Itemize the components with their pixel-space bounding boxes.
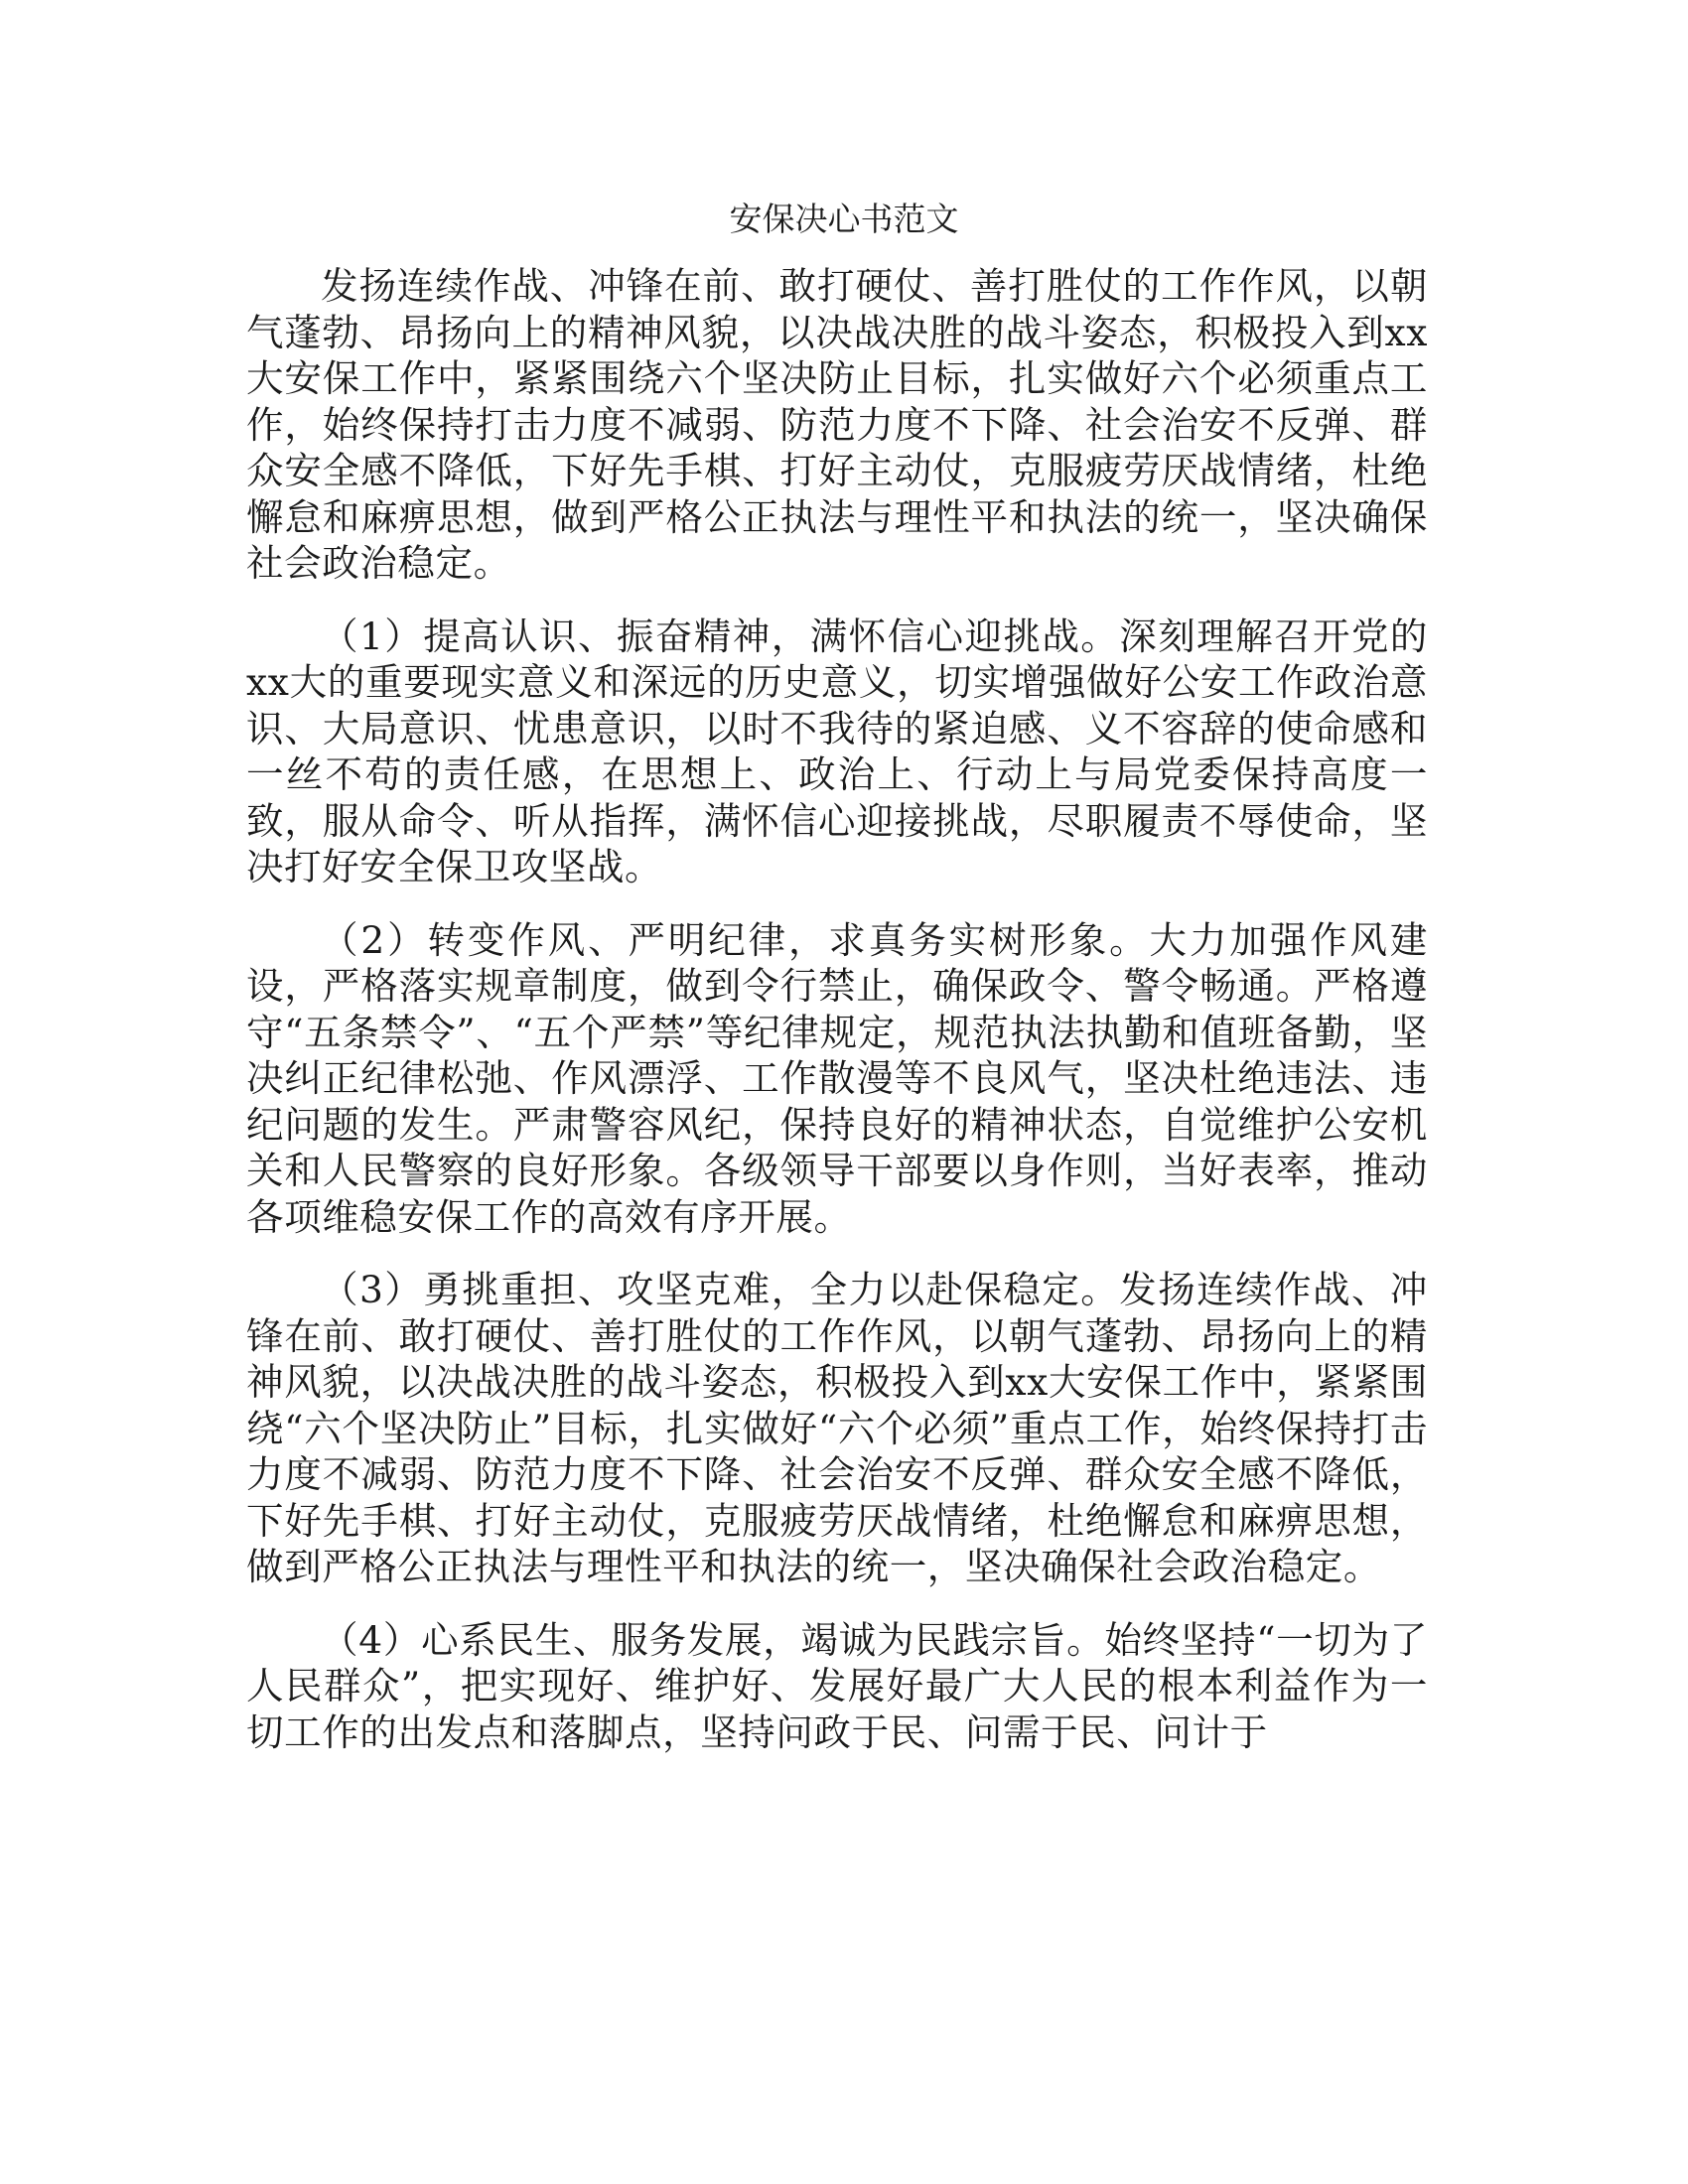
paragraph-3: （3）勇挑重担、攻坚克难，全力以赴保稳定。发扬连续作战、冲锋在前、敢打硬仗、善打胜仗的工作作风，以朝气蓬勃、昂扬向上的精神风貌，以决战决胜的战斗姿态，积极投入到xx大安保工作中，紧紧围绕“六个坚决防止”目标，扎实做好“六个必须”重点工作，始终保持打击力度不减弱、防范力度不下降、社会治安不反弹、群众安全感不降低，下好先手棋、打好主动仗，克服疲劳厌战情绪，杜绝懈怠和麻痹思想，做到严格公正执法与理性平和执法的统一，坚决确保社会政治稳定。 — [246, 1268, 1428, 1588]
paragraph-4: （4）心系民生、服务发展，竭诚为民践宗旨。始终坚持“一切为了人民群众”，把实现好、维护好、发展好最广大人民的根本利益作为一切工作的出发点和落脚点，坚持问政于民、问需于民、问计于 — [246, 1617, 1428, 1754]
paragraph-2: （2）转变作风、严明纪律，求真务实树形象。大力加强作风建设，严格落实规章制度，做到令行禁止，确保政令、警令畅通。严格遵守“五条禁令”、“五个严禁”等纪律规定，规范执法执勤和值班备勤，坚决纠正纪律松弛、作风漂浮、工作散漫等不良风气，坚决杜绝违法、违纪问题的发生。严肃警容风纪，保持良好的精神状态，自觉维护公安机关和人民警察的良好形象。各级领导干部要以身作则，当好表率，推动各项维稳安保工作的高效有序开展。 — [246, 917, 1428, 1239]
paragraph-1: （1）提高认识、振奋精神，满怀信心迎挑战。深刻理解召开党的xx大的重要现实意义和深远的历史意义，切实增强做好公安工作政治意识、大局意识、忧患意识，以时不我待的紧迫感、义不容辞的使命感和一丝不苟的责任感，在思想上、政治上、行动上与局党委保持高度一致，服从命令、听从指挥，满怀信心迎接挑战，尽职履责不辱使命，坚决打好安全保卫攻坚战。 — [246, 614, 1428, 888]
document-title: 安保决心书范文 — [729, 200, 959, 238]
document-body — [246, 263, 1428, 1782]
paragraph-intro: 发扬连续作战、冲锋在前、敢打硬仗、善打胜仗的工作作风，以朝气蓬勃、昂扬向上的精神风貌，以决战决胜的战斗姿态，积极投入到xx大安保工作中，紧紧围绕六个坚决防止目标，扎实做好六个必须重点工作，始终保持打击力度不减弱、防范力度不下降、社会治安不反弹、群众安全感不降低，下好先手棋、打好主动仗，克服疲劳厌战情绪，杜绝懈怠和麻痹思想，做到严格公正执法与理性平和执法的统一，坚决确保社会政治稳定。 — [246, 264, 1428, 585]
